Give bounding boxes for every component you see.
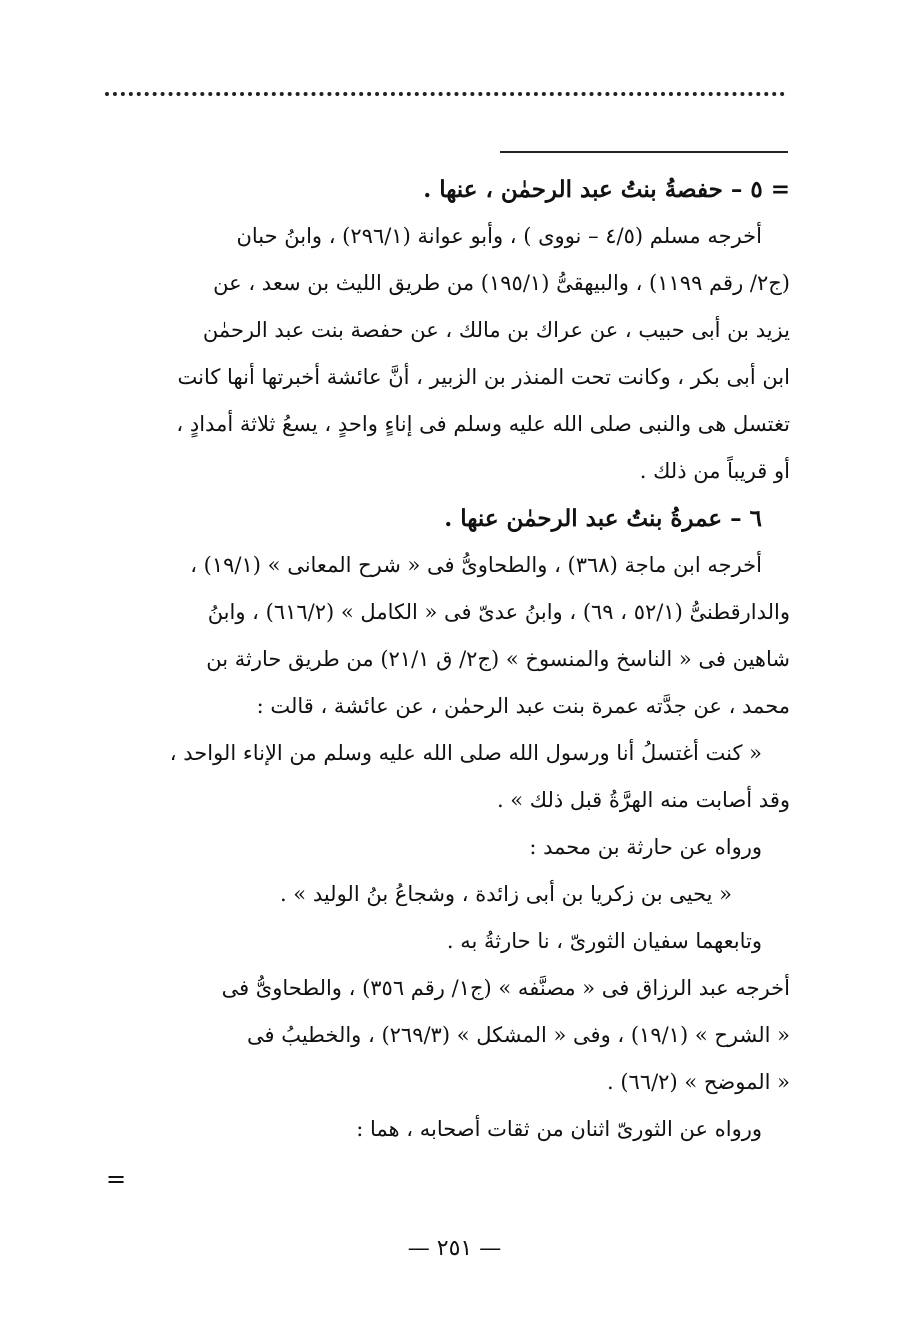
- text-line: « الموضح » (٦٦/٢) .: [607, 1070, 790, 1094]
- text-line: أخرجه مسلم (٤/٥ – نووى ) ، وأبو عوانة (٢٩٦/١) ، وابنُ حبان: [236, 224, 762, 248]
- page-body: [100, 166, 790, 1153]
- text-line: ورواه عن حارثة بن محمد :: [529, 835, 762, 859]
- text-line: « يحيى بن زكريا بن أبى زائدة ، وشجاعُ بنُ الوليد » .: [279, 882, 732, 906]
- text-line: « كنت أغتسلُ أنا ورسول الله صلى الله عليه وسلم من الإناء الواحد ،: [169, 741, 762, 765]
- text-line: أخرجه ابن ماجة (٣٦٨) ، والطحاوىُّ فى « شرح المعانى » (١٩/١) ،: [190, 553, 762, 577]
- text-line: يزيد بن أبى حبيب ، عن عراك بن مالك ، عن حفصة بنت عبد الرحمٰن: [202, 318, 790, 342]
- section-heading: = ٥ – حفصةُ بنتُ عبد الرحمٰن ، عنها .: [423, 176, 790, 203]
- continuation-mark: =: [106, 1165, 127, 1193]
- text-line: ورواه عن الثورىّ اثنان من ثقات أصحابه ، هما :: [356, 1117, 762, 1141]
- text-line: وتابعهما سفيان الثورىّ ، نا حارثةُ به .: [446, 929, 762, 953]
- text-line: أخرجه عبد الرزاق فى « مصنَّفه » (ج١/ رقم ٣٥٦) ، والطحاوىُّ فى: [221, 976, 790, 1000]
- dotted-separator: [105, 92, 785, 96]
- text-line: محمد ، عن جدَّته عمرة بنت عبد الرحمٰن ، عن عائشة ، قالت :: [256, 694, 790, 718]
- text-line: ابن أبى بكر ، وكانت تحت المنذر بن الزبير ، أنَّ عائشة أخبرتها أنها كانت: [177, 365, 790, 389]
- text-line: وقد أصابت منه الهرَّةُ قبل ذلك » .: [496, 788, 790, 812]
- text-line: تغتسل هى والنبى صلى الله عليه وسلم فى إناءٍ واحدٍ ، يسعُ ثلاثة أمدادٍ ،: [176, 412, 790, 436]
- text-line: شاهين فى « الناسخ والمنسوخ » (ج٢/ ق ٢١/١) من طريق حارثة بن: [206, 647, 790, 671]
- text-line: أو قريباً من ذلك .: [639, 459, 790, 483]
- page-number: — ٢٥١ —: [407, 1236, 502, 1261]
- section-heading: ٦ – عمرةُ بنتُ عبد الرحمٰن عنها .: [444, 505, 762, 532]
- text-line: (ج٢/ رقم ١١٩٩) ، والبيهقىُّ (١٩٥/١) من طريق الليث بن سعد ، عن: [213, 271, 790, 295]
- text-line: والدارقطنىُّ (٥٢/١ ، ٦٩) ، وابنُ عدىّ فى « الكامل » (٦١٦/٢) ، وابنُ: [207, 600, 790, 624]
- text-line: « الشرح » (١٩/١) ، وفى « المشكل » (٢٦٩/٣) ، والخطيبُ فى: [246, 1023, 790, 1047]
- footnote-rule: [500, 151, 788, 153]
